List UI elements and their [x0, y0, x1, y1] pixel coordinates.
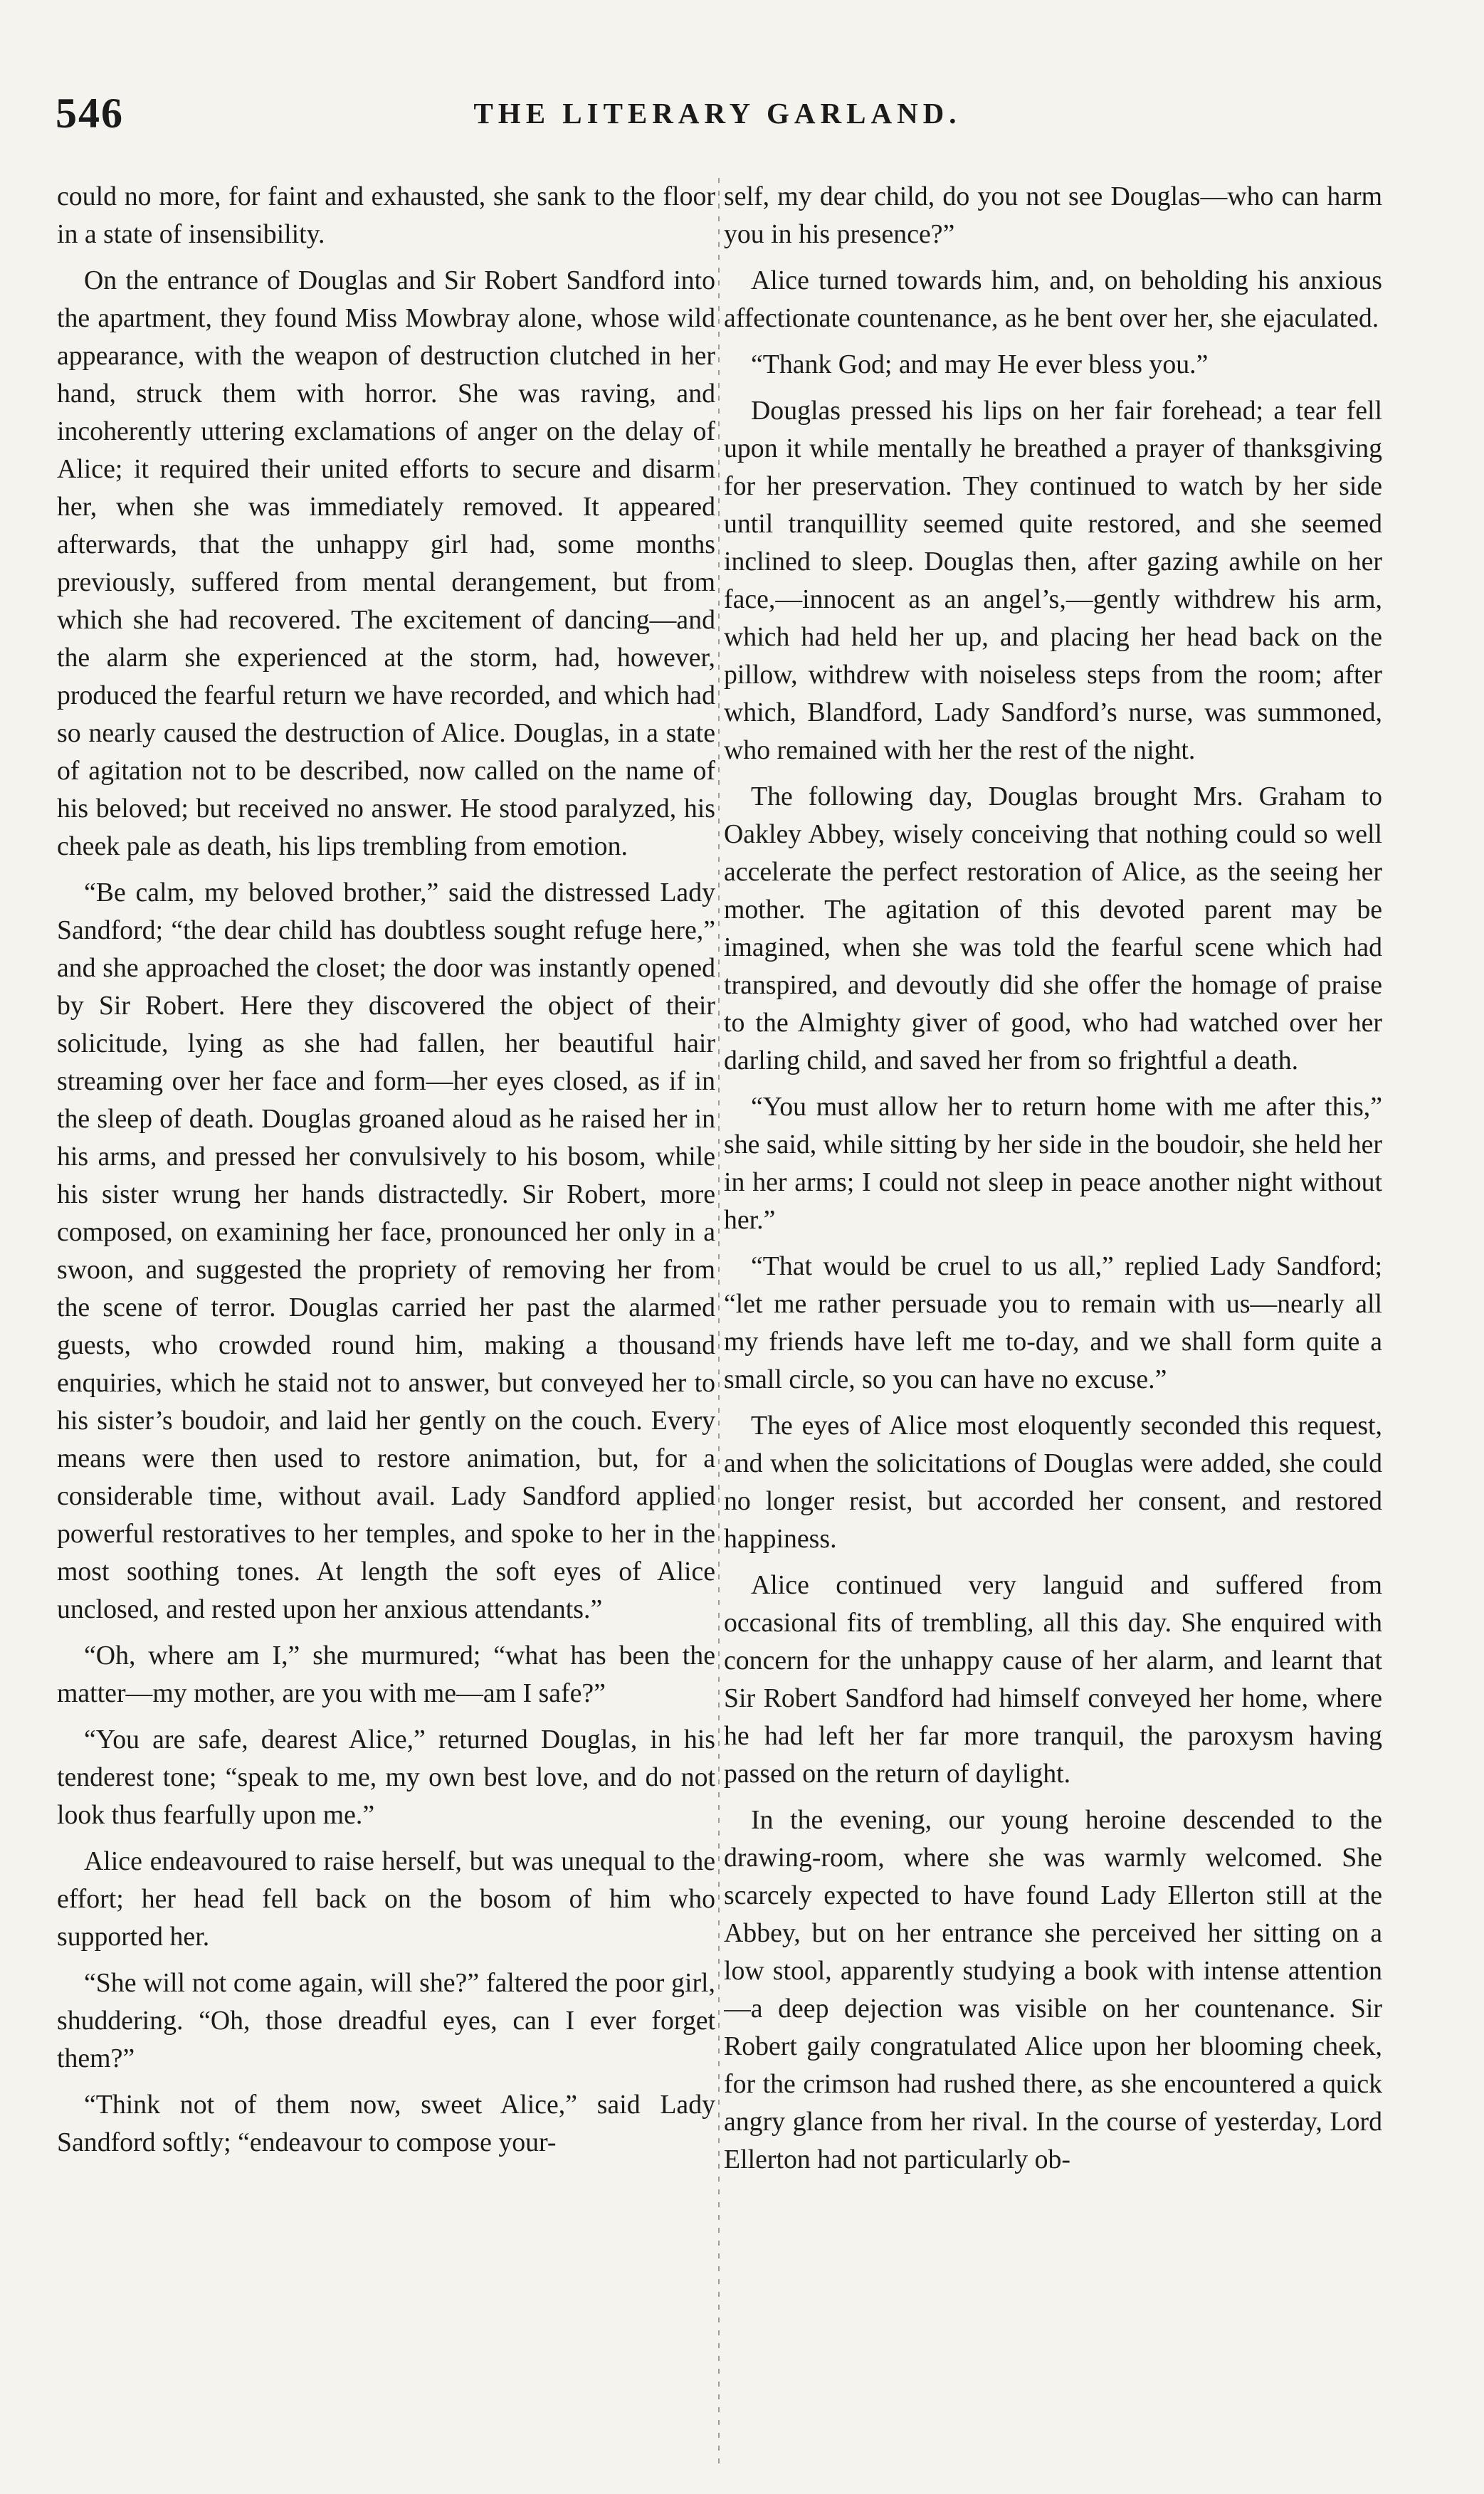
- paragraph: Alice continued very languid and suffered from occasional fits of trembling, all this day. She enquired with concern for the unhappy cause of her alarm, and learnt that Sir Robert Sandford had himself conveyed her home, where he had left her far more tranquil, the paroxysm having passed on the return of daylight.: [724, 1570, 1382, 1789]
- paragraph: On the entrance of Douglas and Sir Robert Sandford into the apartment, they found Miss Mowbray alone, whose wild appearance, with the weapon of destruction clutched in her hand, struck them with horror. She was raving, and incoherently uttering exclamations of anger on the delay of Alice; it required their united efforts to secure and disarm her, when she was immediately removed. It appeared afterwards, that the unhappy girl had, some months previously, suffered from mental derangement, but from which she had recovered. The excitement of dancing—and the alarm she experienced at the storm, had, however, produced the fearful return we have recorded, and which had so nearly caused the destruction of Alice. Douglas, in a state of agitation not to be described, now called on the name of his beloved; but received no answer. He stood paralyzed, his cheek pale as death, his lips trembling from emotion.: [57, 265, 715, 861]
- page-header: [56, 89, 1379, 153]
- column-divider: [718, 178, 720, 2470]
- paragraph: In the evening, our young heroine descended to the drawing-room, where she was warmly welcomed. She scarcely expected to have found Lady Ellerton still at the Abbey, but on her entrance she perceived her sitting on a low stool, apparently studying a book with intense attention—a deep dejection was visible on her countenance. Sir Robert gaily congratulated Alice upon her blooming cheek, for the crimson had rushed there, as she encountered a quick angry glance from her rival. In the course of yesterday, Lord Ellerton had not particularly ob-: [724, 1805, 1382, 2174]
- paragraph: self, my dear child, do you not see Douglas—who can harm you in his presence?”: [724, 181, 1382, 249]
- paragraph: “Thank God; and may He ever bless you.”: [751, 349, 1209, 379]
- paragraph: “She will not come again, will she?” faltered the poor girl, shuddering. “Oh, those dreadful eyes, can I ever forget them?”: [57, 1968, 715, 2073]
- page-number: 546: [56, 90, 124, 137]
- paragraph: Douglas pressed his lips on her fair forehead; a tear fell upon it while mentally he breathed a prayer of thanksgiving for her preservation. They continued to watch by her side until tranquillity seemed quite restored, and she seemed inclined to sleep. Douglas then, after gazing awhile on her face,—innocent as an angel’s,—gently withdrew his arm, which had held her up, and placing her head back on the pillow, withdrew with noiseless steps from the room; after which, Blandford, Lady Sandford’s nurse, was summoned, who remained with her the rest of the night.: [724, 396, 1382, 765]
- paragraph: “Oh, where am I,” she murmured; “what has been the matter—my mother, are you with me—am I safe?”: [57, 1641, 715, 1708]
- paragraph: “You are safe, dearest Alice,” returned Douglas, in his tenderest tone; “speak to me, my own best love, and do not look thus fearfully upon me.”: [57, 1725, 715, 1830]
- paragraph: “That would be cruel to us all,” replied Lady Sandford; “let me rather persuade you to remain with us—nearly all my friends have left me to-day, and we shall form quite a small circle, so you can have no excuse.”: [724, 1251, 1382, 1394]
- paragraph: The eyes of Alice most eloquently seconded this request, and when the solicitations of Douglas were added, she could no longer resist, but accorded her consent, and restored happiness.: [724, 1411, 1382, 1554]
- paragraph: Alice turned towards him, and, on beholding his anxious affectionate countenance, as he bent over her, she ejaculated.: [724, 265, 1382, 333]
- right-column: [724, 178, 1382, 2470]
- paragraph: “Be calm, my beloved brother,” said the distressed Lady Sandford; “the dear child has doubtless sought refuge here,” and she approached the closet; the door was instantly opened by Sir Robert. Here they discovered the object of their solicitude, lying as she had fallen, her beautiful hair streaming over her face and form—her eyes closed, as if in the sleep of death. Douglas groaned aloud as he raised her in his arms, and pressed her convulsively to his bosom, while his sister wrung her hands distractedly. Sir Robert, more composed, on examining her face, pronounced her only in a swoon, and suggested the propriety of removing her from the scene of terror. Douglas carried her past the alarmed guests, who crowded round him, making a thousand enquiries, which he staid not to answer, but conveyed her to his sister’s boudoir, and laid her gently on the couch. Every means were then used to restore animation, but, for a considerable time, without avail. Lady Sandford applied powerful restoratives to her temples, and spoke to her in the most soothing tones. At length the soft eyes of Alice unclosed, and rested upon her anxious attendants.”: [57, 878, 715, 1624]
- running-title: THE LITERARY GARLAND.: [473, 97, 962, 130]
- paragraph: The following day, Douglas brought Mrs. Graham to Oakley Abbey, wisely conceiving that nothing could so well accelerate the perfect restoration of Alice, as the seeing her mother. The agitation of this devoted parent may be imagined, when she was told the fearful scene which had transpired, and devoutly did she offer the homage of praise to the Almighty giver of good, who had watched over her darling child, and saved her from so frightful a death.: [724, 782, 1382, 1075]
- left-column: [57, 178, 715, 2470]
- paragraph: “You must allow her to return home with me after this,” she said, while sitting by her side in the boudoir, she held her in her arms; I could not sleep in peace another night without her.”: [724, 1092, 1382, 1235]
- paragraph: could no more, for faint and exhausted, she sank to the floor in a state of insensibility.: [57, 181, 715, 249]
- paragraph: “Think not of them now, sweet Alice,” said Lady Sandford softly; “endeavour to compose your-: [57, 2090, 715, 2157]
- paragraph: Alice endeavoured to raise herself, but was unequal to the effort; her head fell back on the bosom of him who supported her.: [57, 1846, 715, 1952]
